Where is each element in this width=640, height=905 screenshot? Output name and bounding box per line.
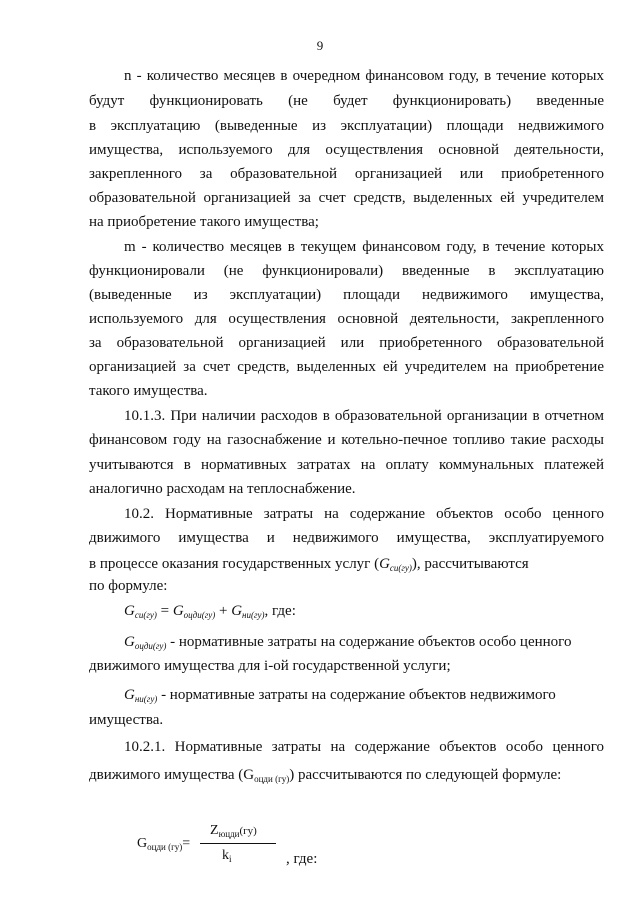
para4-line1: 10.2. Нормативные затраты на содержание объектов особо ценного xyxy=(124,506,604,522)
para4-line3-start: в процессе оказания государственных услуг ( xyxy=(89,556,380,572)
def1-G: G xyxy=(124,634,135,650)
page-number: 9 xyxy=(316,38,324,53)
def2-line1 xyxy=(124,686,639,708)
para5-line1: 10.2.1. Нормативные затраты на содержание объектов особо ценного xyxy=(124,739,604,755)
para2-line4: используемого для осуществления основной деятельности, закрепленного xyxy=(89,311,604,327)
formula2-lhs-G: G xyxy=(137,836,148,851)
para5-G: G xyxy=(243,767,255,783)
formula1-G2: G xyxy=(172,603,184,619)
para4-line3 xyxy=(89,555,604,577)
formula2-k-sub: i xyxy=(229,854,232,864)
para4-line2: движимого имущества и недвижимого имущества, эксплуатируемого xyxy=(89,530,604,546)
formula1-plus: + xyxy=(215,603,232,619)
para1-line4: имущества, используемого для осуществления основной деятельности, xyxy=(89,142,604,158)
def2-line2: имущества. xyxy=(89,712,164,728)
formula2-num-gu: (гу) xyxy=(239,825,257,837)
para2-line7: такого имущества. xyxy=(89,383,208,399)
def2-G: G xyxy=(124,687,135,703)
formula1-csi-sub: си(гу) xyxy=(134,610,157,620)
def1-sub: оцди(гу) xyxy=(134,641,167,651)
para1-line5: закрепленного за образовательной организацией или приобретенного xyxy=(89,166,604,182)
formula2-lhs-sub: оцди (гу) xyxy=(147,842,183,852)
formula1-G1: G xyxy=(124,603,135,619)
para3-line2: финансовом году на газоснабжение и котельно-печное топливо такие расходы xyxy=(89,432,604,448)
para3-line1: 10.1.3. При наличии расходов в образовательной организации в отчетном xyxy=(124,408,604,424)
para3-line3: учитываются в нормативных затратах на оплату коммунальных платежей xyxy=(89,457,604,473)
formula2-denominator xyxy=(222,848,232,864)
def1-line2: движимого имущества для i-ой государственной услуги; xyxy=(89,658,451,674)
para2-line1: m - количество месяцев в текущем финансовом году, в течение которых xyxy=(124,239,604,255)
para1-line2: будут функционировать (не будет функционировать) введенные xyxy=(89,93,604,109)
formula2-numerator xyxy=(210,823,257,839)
para2-line2: функционировали (не функционировали) введенные в эксплуатацию xyxy=(89,263,604,279)
def2-sub: ни(гу) xyxy=(134,694,158,704)
para5-line2 xyxy=(89,766,604,788)
formula2-num-sub: юцди xyxy=(218,829,240,839)
formula1-ocdi-sub: оцди(гу) xyxy=(183,610,216,620)
para1-line7: на приобретение такого имущества; xyxy=(89,214,319,230)
formula2-lhs-eq: = xyxy=(182,836,191,851)
fraction-bar xyxy=(200,843,276,844)
para2-line5: за образовательной организацией или приобретенного образовательной xyxy=(89,335,604,351)
para5-line2-start: движимого имущества ( xyxy=(89,767,244,783)
para5-line2-end: ) рассчитываются по следующей формуле: xyxy=(289,767,562,783)
para1-line6: образовательной организацией за счет средств, выделенных ей учредителем xyxy=(89,190,604,206)
para4-line4: по формуле: xyxy=(89,578,168,594)
para2-line6: организацией за счет средств, выделенных ей учредителем на приобретение xyxy=(89,359,604,375)
def2-text: - нормативные затраты на содержание объектов недвижимого xyxy=(157,687,556,703)
para3-line4: аналогично расходам на теплоснабжение. xyxy=(89,481,356,497)
para1-line1: n - количество месяцев в очередном финансовом году, в течение которых xyxy=(124,68,604,84)
para4-line3-end: ), рассчитываются xyxy=(411,556,529,572)
formula-1 xyxy=(124,602,639,624)
formula1-equals: = xyxy=(156,603,173,619)
formula2-Z: Z xyxy=(210,823,219,838)
para1-line3: в эксплуатацию (выведенные из эксплуатации) площади недвижимого xyxy=(89,118,604,134)
para5-sub: оцди (гу) xyxy=(254,774,290,784)
formula2-tail: , где: xyxy=(286,851,318,867)
para2-line3: (выведенные из эксплуатации) площади недвижимого имущества, xyxy=(89,287,604,303)
csi-subscript: си(гу) xyxy=(389,563,412,573)
formula2-lhs xyxy=(137,836,190,852)
formula1-tail: , где: xyxy=(264,603,296,619)
csi-symbol: G xyxy=(379,556,390,572)
formula1-G3: G xyxy=(231,603,243,619)
def1-text: - нормативные затраты на содержание объектов особо ценного xyxy=(166,634,572,650)
def1-line1 xyxy=(124,633,639,655)
formula2-k: k xyxy=(222,848,229,863)
formula1-ni-sub: ни(гу) xyxy=(242,610,265,620)
